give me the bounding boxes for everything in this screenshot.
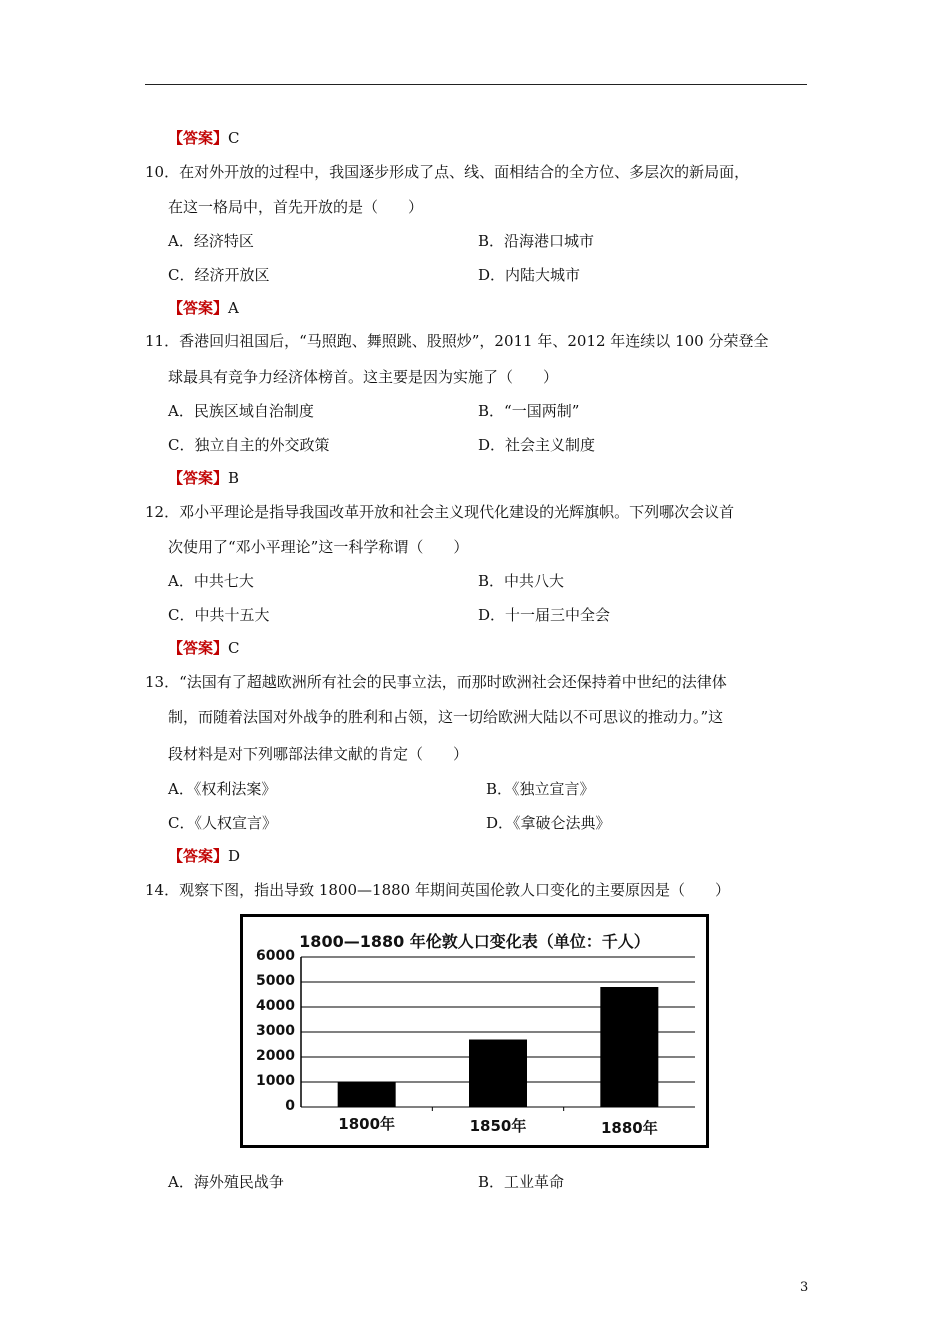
header-rule [145,84,807,85]
q13-option-c: C．《人权宣言》 [168,814,277,832]
q12-option-a: A．中共七大 [168,572,254,590]
q12-line1: 12．邓小平理论是指导我国改革开放和社会主义现代化建设的光辉旗帜。下列哪次会议首 [145,503,735,521]
bar [338,1082,396,1107]
q13-option-d: D．《拿破仑法典》 [486,814,611,832]
bar [469,1040,527,1108]
answer-q13: 【答案】D [168,847,241,865]
q11-option-d: D．社会主义制度 [478,436,596,454]
q10-option-a: A．经济特区 [168,232,254,250]
q14-line1: 14．观察下图，指出导致 1800—1880 年期间英国伦敦人口变化的主要原因是（ ） [145,881,730,899]
chart-title: 1800—1880 年伦敦人口变化表（单位：千人） [299,932,650,951]
answer-q11: 【答案】B [168,469,240,487]
q11-option-a: A．民族区域自治制度 [168,402,314,420]
y-tick-label: 0 [285,1098,295,1114]
q13-line3: 段材料是对下列哪部法律文献的肯定（ ） [168,745,469,763]
q10-option-c: C．经济开放区 [168,266,270,284]
q14-option-b: B．工业革命 [478,1173,565,1191]
x-category-label: 1880年 [600,1119,658,1137]
chart-plot [243,917,706,1145]
q12-option-b: B．中共八大 [478,572,565,590]
q13-option-b: B．《独立宣言》 [486,780,595,798]
answer-q12: 【答案】C [168,639,240,657]
q11-line2: 球最具有竞争力经济体榜首。这主要是因为实施了（ ） [168,368,559,386]
q13-line2: 制，而随着法国对外战争的胜利和占领，这一切给欧洲大陆以不可思议的推动力。”这 [168,708,724,726]
q10-option-d: D．内陆大城市 [478,266,581,284]
page-number: 3 [800,1280,809,1295]
y-tick-label: 2000 [256,1048,295,1064]
q12-option-d: D．十一届三中全会 [478,606,611,624]
q11-option-c: C．独立自主的外交政策 [168,436,330,454]
answer-q10: 【答案】A [168,299,239,317]
q12-option-c: C．中共十五大 [168,606,270,624]
q11-line1: 11．香港回归祖国后，“马照跑、舞照跳、股照炒”，2011 年、2012 年连续以 100 分荣登全 [145,332,769,350]
x-category-label: 1800年 [338,1115,396,1133]
y-tick-label: 1000 [256,1073,295,1089]
x-category-label: 1850年 [469,1117,527,1135]
q10-option-b: B．沿海港口城市 [478,232,595,250]
y-tick-label: 4000 [256,998,295,1014]
q14-option-a: A．海外殖民战争 [168,1173,284,1191]
q13-option-a: A．《权利法案》 [168,780,277,798]
q12-line2: 次使用了“邓小平理论”这一科学称谓（ ） [168,538,469,556]
population-chart [240,914,709,1148]
y-tick-label: 3000 [256,1023,295,1039]
answer-q9: 【答案】C [168,129,240,147]
bar [600,987,658,1107]
q11-option-b: B．“一国两制” [478,402,580,420]
y-tick-label: 5000 [256,973,295,989]
q13-line1: 13．“法国有了超越欧洲所有社会的民事立法，而那时欧洲社会还保持着中世纪的法律体 [145,673,727,691]
y-tick-label: 6000 [256,948,295,964]
q10-line1: 10．在对外开放的过程中，我国逐步形成了点、线、面相结合的全方位、多层次的新局面， [145,163,750,181]
q10-line2: 在这一格局中，首先开放的是（ ） [168,198,424,216]
